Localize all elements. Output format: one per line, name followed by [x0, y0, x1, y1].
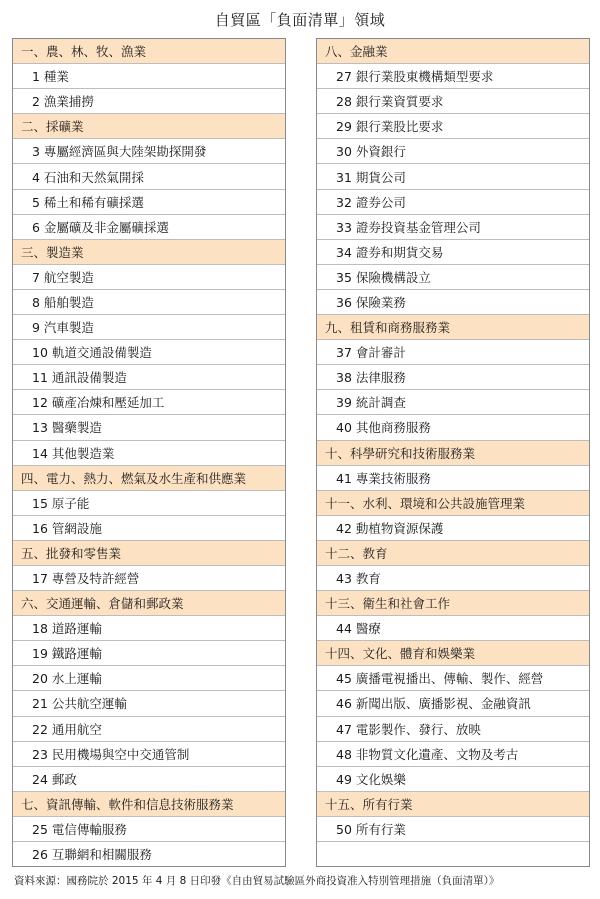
category-header: 二、採礦業: [13, 114, 285, 139]
list-item: 44 醫療: [317, 616, 589, 641]
list-item: 26 互聯網和相關服務: [32, 847, 152, 863]
list-item: 13 醫藥製造: [13, 415, 285, 440]
category-header: 七、資訊傳輸、軟件和信息技術服務業: [13, 792, 285, 817]
list-item: 6 金屬礦及非金屬礦採選: [13, 215, 285, 240]
list-item: 11 通訊設備製造: [13, 365, 285, 390]
list-item: 18 道路運輸: [13, 616, 285, 641]
list-item: 41 專業技術服務: [317, 466, 589, 491]
list-item: 36 保險業務: [317, 290, 589, 315]
list-item: 15 原子能: [13, 491, 285, 516]
list-item: 25 電信傳輸服務: [13, 817, 285, 842]
list-item: 12 礦產冶煉和壓延加工: [13, 390, 285, 415]
list-item: 27 銀行業股東機構類型要求: [317, 64, 589, 89]
list-item: 37 會計審計: [317, 340, 589, 365]
category-header: 十三、衛生和社會工作: [317, 591, 589, 616]
list-item: 23 民用機場與空中交通管制: [13, 742, 285, 767]
list-item: 47 電影製作、發行、放映: [317, 717, 589, 742]
list-item: 24 郵政: [13, 767, 285, 792]
list-item: 17 專營及特許經營: [13, 566, 285, 591]
list-item: 38 法律服務: [317, 365, 589, 390]
list-item: 30 外資銀行: [317, 139, 589, 164]
category-header: 八、金融業: [317, 39, 589, 64]
list-item: 32 證券公司: [317, 190, 589, 215]
page-title: 自貿區「負面清單」領域: [214, 11, 386, 29]
list-item: 28 銀行業資質要求: [317, 89, 589, 114]
list-item: 42 動植物資源保護: [317, 516, 589, 541]
list-item: 1 種業: [13, 64, 285, 89]
list-item: 31 期貨公司: [317, 164, 589, 189]
category-header: 六、交通運輸、倉儲和郵政業: [13, 591, 285, 616]
category-header: 十一、水利、環境和公共設施管理業: [317, 491, 589, 516]
list-item: 45 廣播電視播出、傳輸、製作、經營: [317, 666, 589, 691]
list-item: 10 軌道交通設備製造: [13, 340, 285, 365]
list-item: 39 統計調查: [317, 390, 589, 415]
list-item: 33 證券投資基金管理公司: [317, 215, 589, 240]
list-item: 46 新聞出版、廣播影視、金融資訊: [317, 691, 589, 716]
category-header: 五、批發和零售業: [13, 541, 285, 566]
list-item: 20 水上運輸: [13, 666, 285, 691]
list-item: 14 其他製造業: [13, 441, 285, 466]
list-item: 16 管網設施: [13, 516, 285, 541]
list-item: 34 證券和期貨交易: [317, 240, 589, 265]
list-item: 3 專屬經濟區與大陸架勘探開發: [13, 139, 285, 164]
list-item: 29 銀行業股比要求: [317, 114, 589, 139]
empty-row: [317, 842, 589, 866]
category-header: 三、製造業: [13, 240, 285, 265]
list-item: 8 船舶製造: [13, 290, 285, 315]
list-item: 4 石油和天然氣開採: [13, 164, 285, 189]
category-header: 十二、教育: [317, 541, 589, 566]
category-header: 九、租賃和商務服務業: [317, 315, 589, 340]
list-item: 35 保險機構設立: [317, 265, 589, 290]
list-item: 19 鐵路運輸: [13, 641, 285, 666]
list-item: 21 公共航空運輸: [13, 691, 285, 716]
list-item: 48 非物質文化遺產、文物及考古: [317, 742, 589, 767]
category-header: 十、科學研究和技術服務業: [317, 441, 589, 466]
list-item: 22 通用航空: [13, 717, 285, 742]
list-item: 43 教育: [317, 566, 589, 591]
category-header: 十四、文化、體育和娛樂業: [317, 641, 589, 666]
table-column-left: [12, 38, 286, 867]
list-item: 7 航空製造: [13, 265, 285, 290]
source-note: 資料來源：國務院於 2015 年 4 月 8 日印發《自由貿易試驗區外商投資准入特別管理措施（負面清單）》: [14, 875, 500, 887]
category-header: 一、農、林、牧、漁業: [13, 39, 285, 64]
category-header: 十五、所有行業: [317, 792, 589, 817]
list-item: 40 其他商務服務: [317, 415, 589, 440]
list-item: 49 文化娛樂: [317, 767, 589, 792]
category-header: 四、電力、熱力、燃氣及水生產和供應業: [13, 466, 285, 491]
table-column-right: [316, 38, 590, 867]
list-item: 9 汽車製造: [13, 315, 285, 340]
list-item: 5 稀土和稀有礦採選: [13, 190, 285, 215]
list-item: 50 所有行業: [317, 817, 589, 842]
list-item: 2 漁業捕撈: [13, 89, 285, 114]
